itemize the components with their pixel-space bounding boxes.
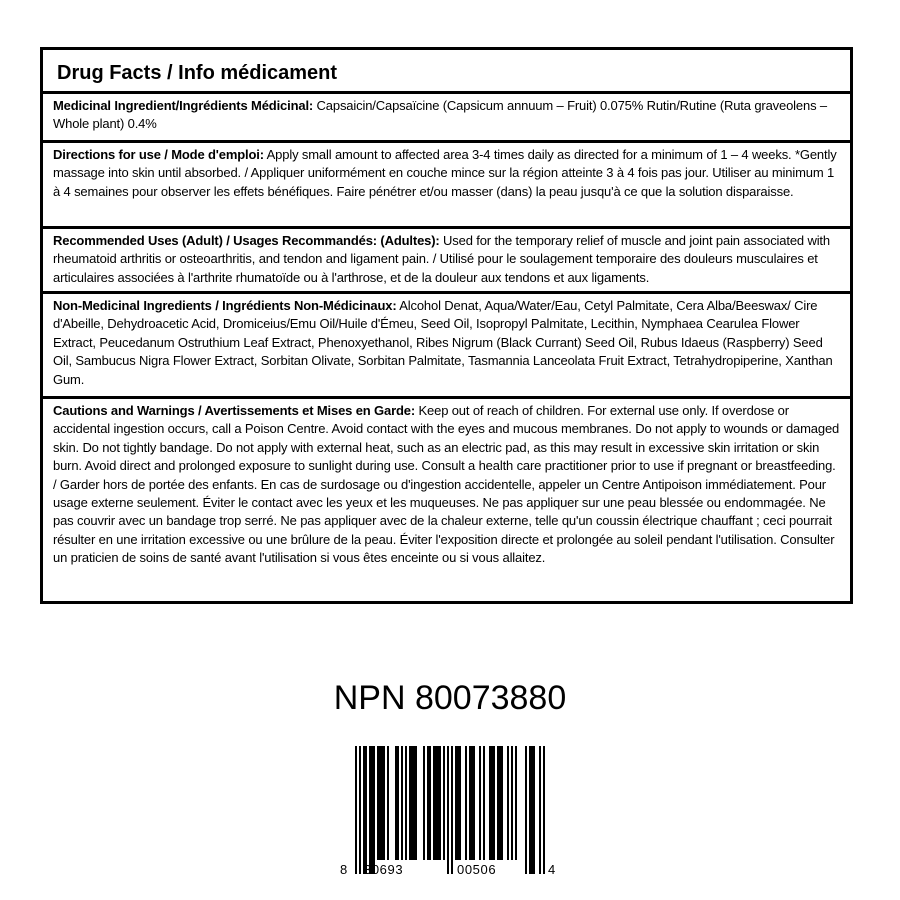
barcode-bar <box>429 746 431 860</box>
barcode-bar <box>511 746 513 860</box>
section-text: Apply small amount to affected area 3-4 times daily as directed for a minimum of 1 – 4 weeks. *Gently massage into skin until absorbed. / Appliquer uniformément en couche mince sur la région atteinte 3 à 4 fois pas jour. Utiliser au minimum 1 à 4 semaines pour observer les effets bénéfiques. Faire pénétrer et/ou masser (dans) la peau jusqu'à ce que la solution disparaisse. <box>53 147 837 199</box>
barcode-right-group: 00506 <box>457 862 497 877</box>
barcode-bar <box>405 746 407 860</box>
barcode-bar <box>471 746 473 860</box>
medicinal-ingredient-section <box>43 94 850 143</box>
barcode-bar <box>411 746 413 860</box>
barcode-last-digit: 4 <box>548 862 556 877</box>
barcode-bar <box>381 746 383 860</box>
section-label: Recommended Uses (Adult) / Usages Recommandés: (Adultes): <box>53 233 440 248</box>
barcode-bar <box>423 746 425 860</box>
barcode-bar <box>543 746 545 874</box>
barcode-bar <box>413 746 415 860</box>
directions-section <box>43 143 850 229</box>
drug-facts-panel <box>40 47 853 604</box>
barcode-bars <box>330 742 570 882</box>
barcode-bar <box>359 746 361 874</box>
barcode-bar <box>383 746 385 860</box>
cautions-warnings-section <box>43 399 850 599</box>
barcode-bar <box>483 746 485 860</box>
section-label: Medicinal Ingredient/Ingrédients Médicinal: <box>53 98 314 113</box>
section-text: Used for the temporary relief of muscle and joint pain associated with rheumatoid arthritis or osteoarthritis, and tendon and ligament pain. / Utilisé pour le soulagement temporaire des douleurs musculaires et articulaires associées à l'arthrite rhumatoïde ou à l'arthrose, et de la douleur aux tendons et aux ligaments. <box>53 233 830 285</box>
barcode-bar <box>451 746 453 874</box>
barcode-bar <box>427 746 429 860</box>
drug-facts-title: Drug Facts / Info médicament <box>43 50 850 94</box>
barcode-bar <box>473 746 475 860</box>
barcode-bar <box>365 746 367 874</box>
barcode-bar <box>457 746 459 860</box>
section-text: Capsaicin/Capsaïcine (Capsicum annuum – Fruit) 0.075% Rutin/Rutine (Ruta graveolens – Whole plant) 0.4% <box>53 98 827 132</box>
barcode-first-digit: 8 <box>340 862 348 877</box>
barcode-bar <box>455 746 457 860</box>
npn-number: NPN 80073880 <box>333 679 567 717</box>
barcode-bar <box>409 746 411 860</box>
barcode-bar <box>371 746 373 874</box>
barcode-bar <box>435 746 437 860</box>
barcode-bar <box>539 746 541 874</box>
barcode-bar <box>369 746 371 874</box>
barcode-bar <box>395 746 397 860</box>
barcode-bar <box>401 746 403 860</box>
barcode-bar <box>379 746 381 860</box>
barcode-bar <box>443 746 445 860</box>
barcode-bar <box>437 746 439 860</box>
section-label: Directions for use / Mode d'emploi: <box>53 147 264 162</box>
barcode-bar <box>433 746 435 860</box>
barcode-bar <box>439 746 441 860</box>
barcode-bar <box>387 746 389 860</box>
barcode-left-group: 30693 <box>364 862 404 877</box>
non-medicinal-ingredients-section <box>43 294 850 399</box>
section-label: Non-Medicinal Ingredients / Ingrédients Non-Médicinaux: <box>53 298 397 313</box>
barcode-bar <box>469 746 471 860</box>
barcode-bar <box>493 746 495 860</box>
barcode-bar <box>415 746 417 860</box>
barcode-bar <box>459 746 461 860</box>
barcode-bar <box>529 746 531 874</box>
section-label: Cautions and Warnings / Avertissements et Mises en Garde: <box>53 403 416 418</box>
section-text: Alcohol Denat, Aqua/Water/Eau, Cetyl Palmitate, Cera Alba/Beeswax/ Cire d'Abeille, Dehydroacetic Acid, Dromiceius/Emu Oil/Huile d'Émeu, Seed Oil, Isopropyl Palmitate, Lecithin, Nymphaea Cearulea Flower Extract, Peucedanum Ostruthium Leaf Extract, Phenoxyethanol, Ribes Nigrum (Black Currant) Seed Oil, Rubus Idaeus (Raspberry) Seed Oil, Sambucus Nigra Flower Extract, Sorbitan Olivate, Sorbitan Palmitate, Tasmannia Lanceolata Fruit Extract, Tetrahydropiperine, Xanthan Gum. <box>53 298 833 387</box>
barcode-bar <box>525 746 527 874</box>
barcode-bar <box>491 746 493 860</box>
barcode-bar <box>373 746 375 874</box>
barcode-bar <box>397 746 399 860</box>
section-text: Keep out of reach of children. For external use only. If overdose or accidental ingestion occurs, call a Poison Centre. Avoid contact with the eyes and mucous membranes. Do not apply to wounds or damaged skin. Do not tightly bandage. Do not apply with external heat, such as an electric pad, as this may result in excessive skin irritation or skin burn. Avoid direct and prolonged exposure to sunlight during use. Consult a health care practitioner prior to use if pregnant or breastfeeding. / Garder hors de portée des enfants. En cas de surdosage ou d'ingestion accidentelle, appeler un Centre Antipoison immédiatement. Pour usage externe seulement. Éviter le contact avec les yeux et les muqueuses. Ne pas appliquer sur une peau blessée ou endommagée. Ne pas couvrir avec un bandage trop serré. Ne pas appliquer avec de la chaleur externe, telle qu'un coussin électrique chauffant ; ceci pourrait résulter en une irritation excessive ou une brûlure de la peau. Éviter l'exposition directe et prolongée au soleil pendant l'utilisation. Consulter un praticien de soins de santé avant l'utilisation si vous êtes enceinte ou si vous allaitez. <box>53 403 840 566</box>
barcode-bar <box>447 746 449 874</box>
barcode-bar <box>507 746 509 860</box>
barcode-bar <box>533 746 535 874</box>
barcode-bar <box>501 746 503 860</box>
barcode-bar <box>489 746 491 860</box>
barcode-bar <box>531 746 533 874</box>
barcode-bar <box>499 746 501 860</box>
upc-barcode <box>330 742 570 882</box>
barcode-bar <box>363 746 365 874</box>
barcode-bar <box>515 746 517 860</box>
barcode-bar <box>377 746 379 860</box>
recommended-uses-section <box>43 229 850 294</box>
barcode-bar <box>355 746 357 874</box>
barcode-bar <box>479 746 481 860</box>
barcode-bar <box>465 746 467 860</box>
barcode-bar <box>497 746 499 860</box>
